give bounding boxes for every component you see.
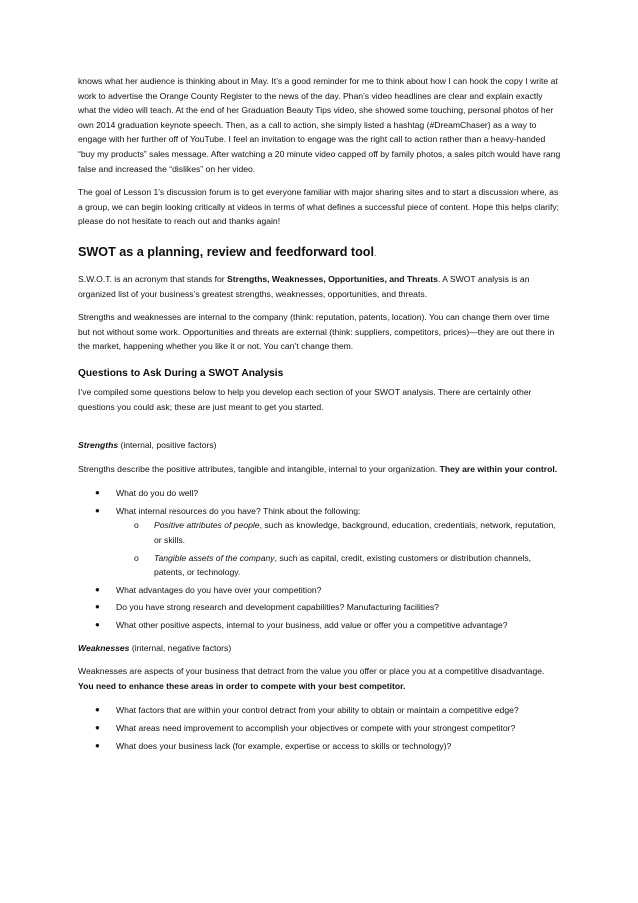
bullet-icon: ● (95, 740, 100, 750)
bullet-icon: ● (95, 488, 100, 498)
weaknesses-label: Weaknesses (78, 642, 130, 653)
weaknesses-description (78, 664, 562, 693)
strengths-q2: What internal resources do you have? Think about the following: (116, 505, 361, 516)
weaknesses-label-note: (internal, negative factors) (129, 642, 232, 653)
list-item (78, 600, 562, 615)
swot-title-text: SWOT as a planning, review and feedforward tool (78, 244, 374, 259)
sub-list-item (116, 518, 562, 547)
list-item (78, 721, 562, 736)
acronym-pre: S.W.O.T. is an acronym that stands for (78, 273, 228, 284)
weaknesses-question-list (78, 703, 562, 753)
weaknesses-q3: What does your business lack (for example, expertise or access to skills or technology)? (116, 740, 452, 751)
weaknesses-desc-bold: You need to enhance these areas in order to compete with your best competitor. (78, 680, 406, 691)
acronym-bold: Strengths, Weaknesses, Opportunities, and Threats (227, 273, 438, 284)
bullet-icon: ● (95, 584, 100, 594)
bullet-icon: ● (95, 723, 100, 732)
bullet-icon: ● (95, 705, 100, 715)
internal-external-paragraph: Strengths and weaknesses are internal to the company (think: reputation, patents, location). You can change them over time but not without some work. Opportunities and threats are external (think: suppliers, competitors, prices)—they are out there in the market, happening whether you like it or not. You can’t change them. (78, 312, 555, 352)
list-item (78, 583, 562, 598)
goal-paragraph: The goal of Lesson 1's discussion forum is to get everyone familiar with major sharing sites and to start a discussion where, as a group, we can begin looking critically at videos in terms of what defines a successful piece of content. Hope this helps clarify; please do not hesitate to reach out and thanks again! (78, 187, 560, 227)
sub-list-item (116, 551, 562, 580)
strengths-q5: What other positive aspects, internal to your business, add value or offer you a competitive advantage? (116, 620, 508, 631)
questions-intro: I’ve compiled some questions below to help you develop each section of your SWOT analysis. There are certainly other questions you could ask; these are just meant to get you started. (78, 386, 532, 412)
strengths-q3: What advantages do you have over your competition? (116, 584, 322, 595)
sub2-rest: , such as capital, credit, existing customers or distribution channels, patents, or technology. (154, 552, 532, 578)
strengths-q1: What do you do well? (116, 488, 199, 499)
list-item (78, 486, 562, 501)
strengths-q4: Do you have strong research and development capabilities? Manufacturing facilities? (116, 602, 439, 613)
bullet-icon: ● (95, 602, 100, 612)
intro-paragraph: knows what her audience is thinking about in May. It’s a good reminder for me to think about how I can hook the copy I write at work to advertise the Orange County Register to the news of the day. Phan’s video headlines are clear and explain exactly what the video will teach. At the end of her Graduation Beauty Tips video, she showed some touching, personal photos of her own 2014 graduation keynote speech. Then, as a call to action, she simply listed a hashtag (#DreamChaser) as a way to engage with her further off of YouTube. I feel an invitation to engage was the right call to action rather than a heavy-handed “buy my products” sales message. After watching a 20 minute video capped off by family photos, a sales pitch would have rang false and increased the “dislikes” on her video. (78, 76, 561, 174)
bullet-icon: ● (95, 505, 100, 515)
list-item (78, 504, 562, 580)
strengths-label: Strengths (78, 440, 119, 451)
strengths-label-note: (internal, positive factors) (118, 440, 217, 451)
swot-section-title (78, 243, 562, 263)
strengths-heading (78, 438, 562, 453)
sub1-emphasis: Positive attributes of people (154, 520, 260, 531)
strengths-question-list (78, 486, 562, 632)
sub2-emphasis: Tangible assets of the company (154, 552, 275, 563)
weaknesses-desc-pre: Weaknesses are aspects of your business that detract from the value you offer or place you at a competitive disadvantage. (78, 666, 545, 677)
strengths-desc-pre: Strengths describe the positive attributes, tangible and intangible, internal to your organization. (78, 463, 440, 474)
strengths-desc-bold: They are within your control. (439, 463, 558, 474)
strengths-description (78, 462, 562, 477)
weaknesses-heading (78, 641, 562, 656)
bullet-icon: ● (95, 620, 100, 630)
swot-title-suffix: . (374, 248, 377, 258)
weaknesses-q2: What areas need improvement to accomplish your objectives or compete with your strongest competitor? (116, 723, 516, 733)
list-item (78, 618, 562, 633)
weaknesses-q1: What factors that are within your control detract from your ability to obtain or maintain a competitive edge? (116, 705, 519, 716)
circle-bullet-icon: o (134, 520, 139, 531)
strengths-sub-list (116, 518, 562, 579)
swot-acronym-paragraph (78, 272, 562, 301)
document-page (78, 74, 562, 756)
list-item (78, 739, 562, 754)
acronym-post: . A SWOT analysis is an organized list of your business’s greatest strengths, weaknesses, opportunities, and threats. (78, 273, 530, 299)
circle-bullet-icon: o (134, 552, 139, 563)
sub1-rest: , such as knowledge, background, education, credentials, network, reputation, or skills. (154, 520, 556, 546)
list-item (78, 703, 562, 718)
questions-section-title: Questions to Ask During a SWOT Analysis (78, 367, 284, 379)
